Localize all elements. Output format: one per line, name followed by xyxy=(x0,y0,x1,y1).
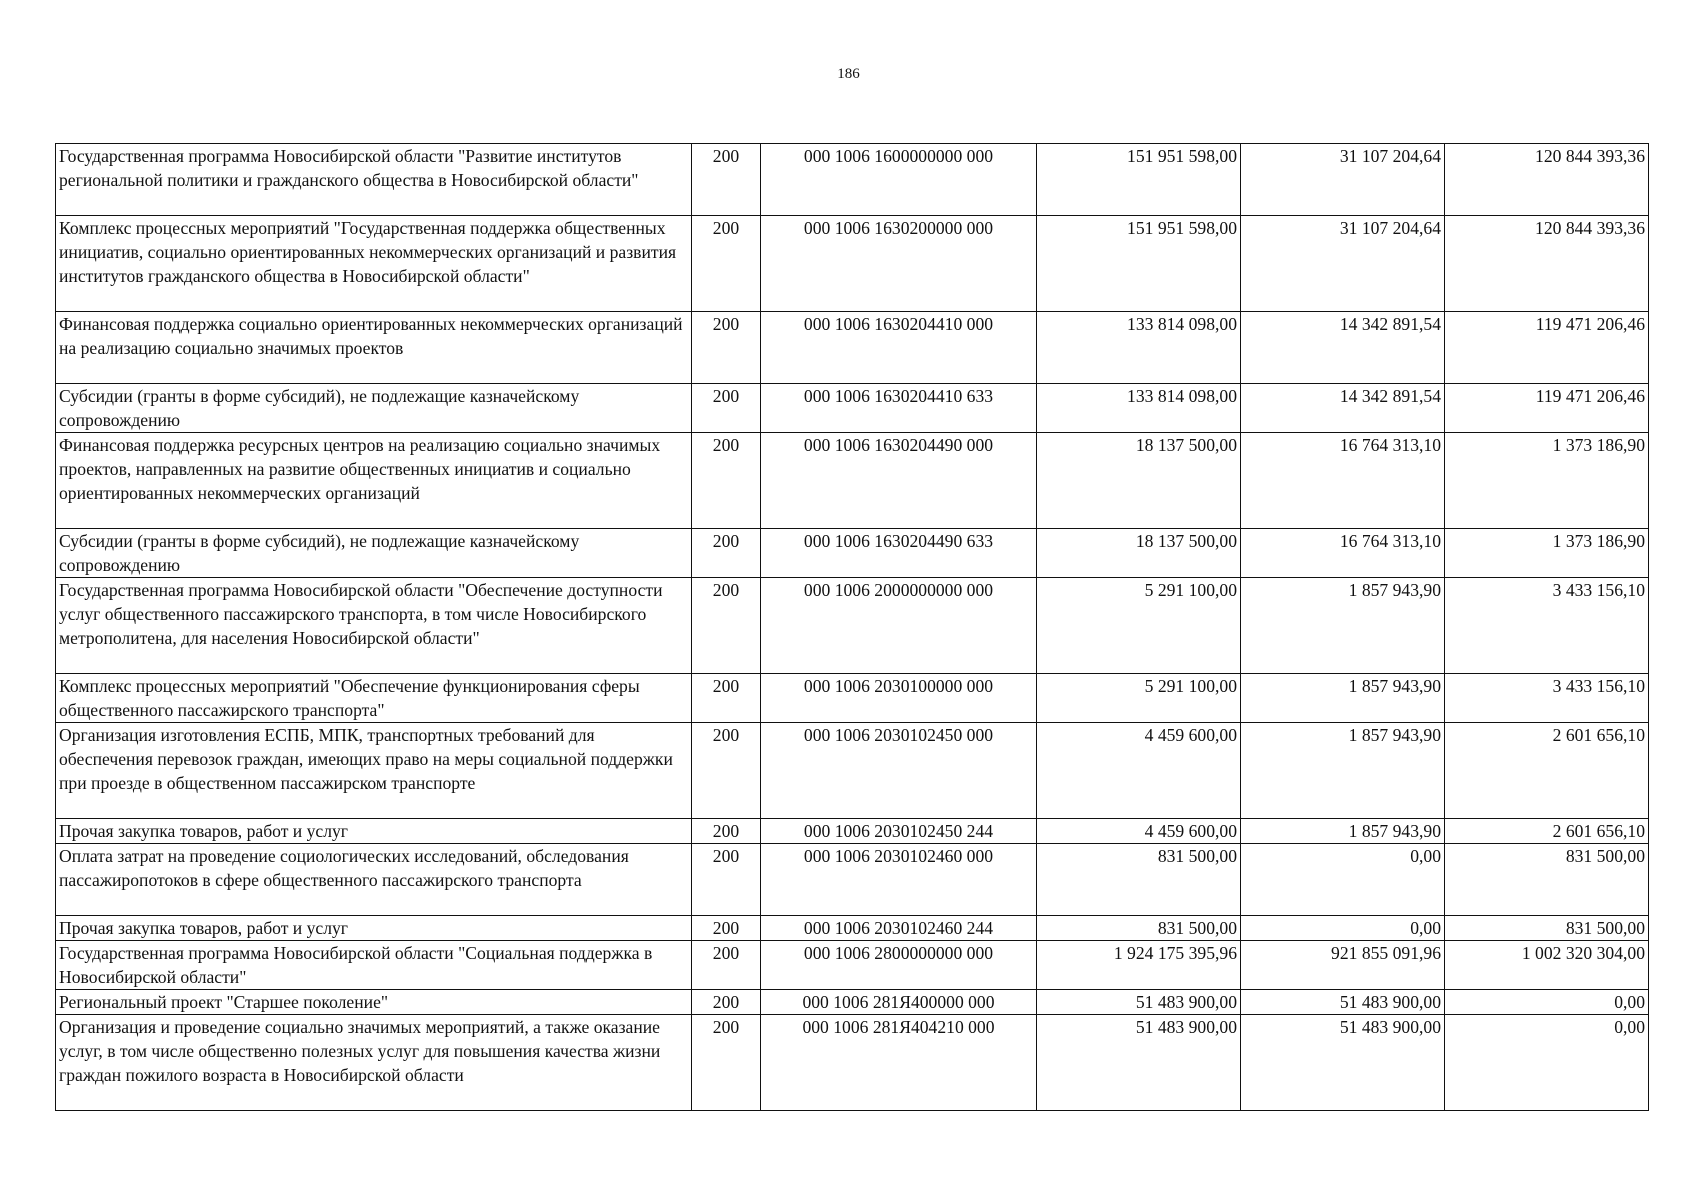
budget-classification-code: 000 1006 281Я404210 000 xyxy=(761,1015,1037,1111)
item-name: Прочая закупка товаров, работ и услуг xyxy=(56,819,692,844)
approved-amount: 1 924 175 395,96 xyxy=(1037,941,1241,990)
unexecuted-amount: 831 500,00 xyxy=(1445,844,1649,916)
budget-table xyxy=(55,143,1649,1111)
budget-classification-code: 000 1006 1630204490 000 xyxy=(761,433,1037,529)
line-code: 200 xyxy=(692,216,761,312)
line-code: 200 xyxy=(692,312,761,384)
table-row xyxy=(56,384,1649,433)
line-code: 200 xyxy=(692,144,761,216)
approved-amount: 133 814 098,00 xyxy=(1037,384,1241,433)
unexecuted-amount: 831 500,00 xyxy=(1445,916,1649,941)
approved-amount: 18 137 500,00 xyxy=(1037,529,1241,578)
unexecuted-amount: 1 373 186,90 xyxy=(1445,433,1649,529)
line-code: 200 xyxy=(692,384,761,433)
item-name: Государственная программа Новосибирской области "Обеспечение доступности услуг общественного пассажирского транспорта, в том числе Новосибирского метрополитена, для населения Новосибирской области" xyxy=(56,578,692,674)
budget-table-body xyxy=(56,144,1649,1111)
table-row xyxy=(56,144,1649,216)
budget-classification-code: 000 1006 1630204410 633 xyxy=(761,384,1037,433)
line-code: 200 xyxy=(692,723,761,819)
executed-amount: 31 107 204,64 xyxy=(1241,216,1445,312)
table-row xyxy=(56,1015,1649,1111)
table-row xyxy=(56,578,1649,674)
budget-classification-code: 000 1006 2030102460 000 xyxy=(761,844,1037,916)
unexecuted-amount: 0,00 xyxy=(1445,1015,1649,1111)
unexecuted-amount: 2 601 656,10 xyxy=(1445,819,1649,844)
table-row xyxy=(56,916,1649,941)
executed-amount: 1 857 943,90 xyxy=(1241,819,1445,844)
executed-amount: 0,00 xyxy=(1241,916,1445,941)
table-row xyxy=(56,433,1649,529)
approved-amount: 4 459 600,00 xyxy=(1037,723,1241,819)
budget-classification-code: 000 1006 2030102460 244 xyxy=(761,916,1037,941)
budget-classification-code: 000 1006 1630200000 000 xyxy=(761,216,1037,312)
unexecuted-amount: 2 601 656,10 xyxy=(1445,723,1649,819)
unexecuted-amount: 3 433 156,10 xyxy=(1445,674,1649,723)
approved-amount: 831 500,00 xyxy=(1037,916,1241,941)
table-row xyxy=(56,312,1649,384)
unexecuted-amount: 3 433 156,10 xyxy=(1445,578,1649,674)
executed-amount: 921 855 091,96 xyxy=(1241,941,1445,990)
line-code: 200 xyxy=(692,1015,761,1111)
executed-amount: 51 483 900,00 xyxy=(1241,1015,1445,1111)
table-row xyxy=(56,819,1649,844)
executed-amount: 14 342 891,54 xyxy=(1241,312,1445,384)
budget-classification-code: 000 1006 1630204490 633 xyxy=(761,529,1037,578)
budget-classification-code: 000 1006 2030102450 244 xyxy=(761,819,1037,844)
executed-amount: 16 764 313,10 xyxy=(1241,529,1445,578)
executed-amount: 0,00 xyxy=(1241,844,1445,916)
unexecuted-amount: 0,00 xyxy=(1445,990,1649,1015)
executed-amount: 31 107 204,64 xyxy=(1241,144,1445,216)
budget-classification-code: 000 1006 2030102450 000 xyxy=(761,723,1037,819)
budget-classification-code: 000 1006 281Я400000 000 xyxy=(761,990,1037,1015)
table-row xyxy=(56,216,1649,312)
item-name: Комплекс процессных мероприятий "Обеспечение функционирования сферы общественного пассажирского транспорта" xyxy=(56,674,692,723)
approved-amount: 5 291 100,00 xyxy=(1037,674,1241,723)
page-number: 186 xyxy=(837,66,860,82)
line-code: 200 xyxy=(692,819,761,844)
approved-amount: 5 291 100,00 xyxy=(1037,578,1241,674)
unexecuted-amount: 1 373 186,90 xyxy=(1445,529,1649,578)
unexecuted-amount: 119 471 206,46 xyxy=(1445,384,1649,433)
table-row xyxy=(56,941,1649,990)
table-row xyxy=(56,723,1649,819)
approved-amount: 51 483 900,00 xyxy=(1037,1015,1241,1111)
table-row xyxy=(56,529,1649,578)
approved-amount: 4 459 600,00 xyxy=(1037,819,1241,844)
line-code: 200 xyxy=(692,674,761,723)
item-name: Субсидии (гранты в форме субсидий), не подлежащие казначейскому сопровождению xyxy=(56,529,692,578)
unexecuted-amount: 120 844 393,36 xyxy=(1445,216,1649,312)
budget-classification-code: 000 1006 2000000000 000 xyxy=(761,578,1037,674)
executed-amount: 1 857 943,90 xyxy=(1241,723,1445,819)
unexecuted-amount: 1 002 320 304,00 xyxy=(1445,941,1649,990)
item-name: Оплата затрат на проведение социологических исследований, обследования пассажиропотоков в сфере общественного пассажирского транспорта xyxy=(56,844,692,916)
unexecuted-amount: 119 471 206,46 xyxy=(1445,312,1649,384)
item-name: Финансовая поддержка ресурсных центров на реализацию социально значимых проектов, направленных на развитие общественных инициатив и социально ориентированных некоммерческих организаций xyxy=(56,433,692,529)
item-name: Субсидии (гранты в форме субсидий), не подлежащие казначейскому сопровождению xyxy=(56,384,692,433)
table-row xyxy=(56,674,1649,723)
item-name: Региональный проект "Старшее поколение" xyxy=(56,990,692,1015)
item-name: Государственная программа Новосибирской области "Социальная поддержка в Новосибирской области" xyxy=(56,941,692,990)
approved-amount: 133 814 098,00 xyxy=(1037,312,1241,384)
approved-amount: 831 500,00 xyxy=(1037,844,1241,916)
approved-amount: 51 483 900,00 xyxy=(1037,990,1241,1015)
executed-amount: 14 342 891,54 xyxy=(1241,384,1445,433)
approved-amount: 151 951 598,00 xyxy=(1037,216,1241,312)
budget-classification-code: 000 1006 1600000000 000 xyxy=(761,144,1037,216)
budget-classification-code: 000 1006 2030100000 000 xyxy=(761,674,1037,723)
approved-amount: 151 951 598,00 xyxy=(1037,144,1241,216)
table-row xyxy=(56,990,1649,1015)
item-name: Государственная программа Новосибирской области "Развитие институтов региональной политики и гражданского общества в Новосибирской области" xyxy=(56,144,692,216)
executed-amount: 1 857 943,90 xyxy=(1241,674,1445,723)
unexecuted-amount: 120 844 393,36 xyxy=(1445,144,1649,216)
item-name: Комплекс процессных мероприятий "Государственная поддержка общественных инициатив, социально ориентированных некоммерческих организаций и развития институтов гражданского общества в Новосибирской области" xyxy=(56,216,692,312)
line-code: 200 xyxy=(692,990,761,1015)
item-name: Финансовая поддержка социально ориентированных некоммерческих организаций на реализацию социально значимых проектов xyxy=(56,312,692,384)
table-row xyxy=(56,844,1649,916)
line-code: 200 xyxy=(692,433,761,529)
executed-amount: 1 857 943,90 xyxy=(1241,578,1445,674)
executed-amount: 51 483 900,00 xyxy=(1241,990,1445,1015)
budget-classification-code: 000 1006 2800000000 000 xyxy=(761,941,1037,990)
line-code: 200 xyxy=(692,941,761,990)
line-code: 200 xyxy=(692,578,761,674)
item-name: Организация и проведение социально значимых мероприятий, а также оказание услуг, в том числе общественно полезных услуг для повышения качества жизни граждан пожилого возраста в Новосибирской области xyxy=(56,1015,692,1111)
executed-amount: 16 764 313,10 xyxy=(1241,433,1445,529)
item-name: Прочая закупка товаров, работ и услуг xyxy=(56,916,692,941)
item-name: Организация изготовления ЕСПБ, МПК, транспортных требований для обеспечения перевозок граждан, имеющих право на меры социальной поддержки при проезде в общественном пассажирском транспорте xyxy=(56,723,692,819)
budget-classification-code: 000 1006 1630204410 000 xyxy=(761,312,1037,384)
line-code: 200 xyxy=(692,844,761,916)
approved-amount: 18 137 500,00 xyxy=(1037,433,1241,529)
line-code: 200 xyxy=(692,916,761,941)
line-code: 200 xyxy=(692,529,761,578)
